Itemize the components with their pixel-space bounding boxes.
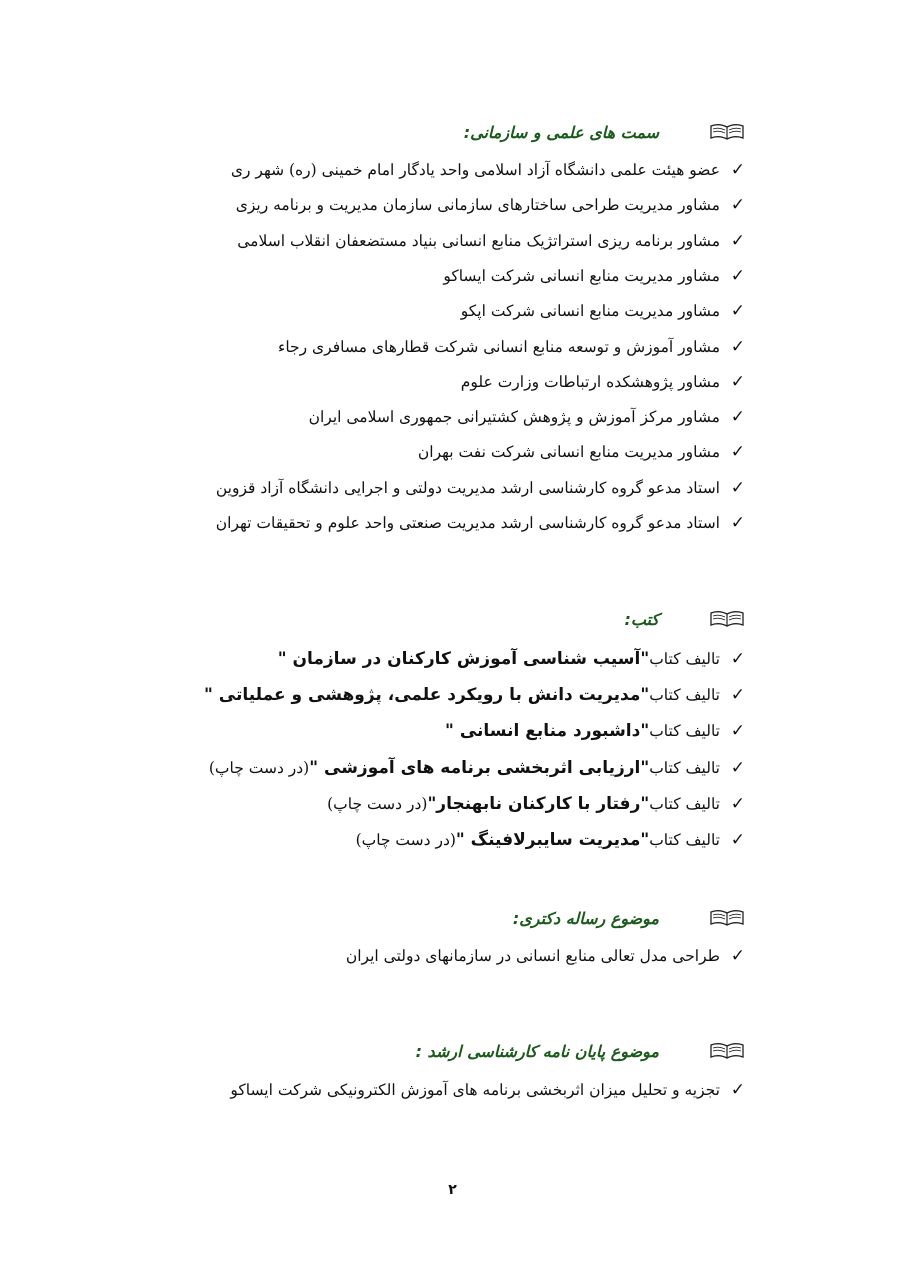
book-title: "مدیریت دانش با رویکرد علمی، پژوهشی و عملیاتی "	[203, 685, 650, 706]
book-title: "مدیریت سایبرلافینگ "	[455, 830, 650, 850]
book-title: "داشبورد منابع انسانی "	[445, 721, 650, 742]
list-item	[45, 191, 745, 219]
list-item	[45, 474, 745, 502]
heading-text: موضوع پایان نامه کارشناسی ارشد :	[415, 1042, 659, 1061]
list-item-text: مشاور پژوهشکده ارتباطات وزارت علوم	[460, 372, 720, 391]
book-title: "آسیب شناسی آموزش کارکنان در سازمان "	[277, 649, 650, 669]
section-heading-masters	[345, 1040, 745, 1064]
list-item	[45, 227, 745, 255]
book-status: (در دست چاپ)	[327, 794, 428, 813]
list-item	[45, 717, 745, 745]
list-item	[45, 645, 745, 673]
list-item-text: عضو هیئت علمی دانشگاه آزاد اسلامی واحد یادگار امام خمینی (ره) شهر ری	[230, 161, 720, 179]
book-entry	[445, 717, 720, 745]
book-prefix: تالیف کتاب	[649, 650, 720, 668]
checkmark-icon: ✓	[730, 649, 745, 669]
book-title: "ارزیابی اثربخشی برنامه های آموزشی "	[309, 757, 650, 778]
list-item	[45, 509, 745, 537]
checkmark-icon: ✓	[730, 757, 745, 778]
checkmark-icon: ✓	[730, 336, 745, 357]
list-item	[45, 368, 745, 396]
checkmark-icon: ✓	[730, 793, 745, 814]
section-heading-positions	[445, 121, 745, 145]
checkmark-icon: ✓	[730, 685, 745, 706]
checkmark-icon: ✓	[730, 946, 745, 966]
page-number: ۲	[448, 1182, 457, 1198]
list-item-text: مشاور مرکز آموزش و پژوهش کشتیرانی جمهوری اسلامی ایران	[308, 408, 720, 427]
checkmark-icon: ✓	[730, 407, 745, 428]
checkmark-icon: ✓	[730, 830, 745, 850]
open-book-icon	[709, 1042, 745, 1060]
list-item-text: مشاور مدیریت طراحی ساختارهای سازمانی سازمان مدیریت و برنامه ریزی	[235, 196, 720, 215]
book-entry	[204, 681, 720, 709]
book-entry	[278, 645, 720, 673]
section-heading-books	[445, 608, 745, 632]
book-status: (در دست چاپ)	[355, 831, 456, 849]
list-item	[45, 681, 745, 709]
checkmark-icon: ✓	[730, 371, 745, 392]
list-item-text: مشاور آموزش و توسعه منابع انسانی شرکت قطارهای مسافری رجاء	[278, 337, 720, 356]
list-item	[45, 156, 745, 184]
checkmark-icon: ✓	[730, 160, 745, 180]
list-item-text: مشاور مدیریت منابع انسانی شرکت ایساکو	[443, 266, 720, 285]
list-item-text: مشاور برنامه ریزی استراتژیک منابع انسانی بنیاد مستضعفان انقلاب اسلامی	[237, 231, 720, 250]
open-book-icon	[709, 610, 745, 628]
book-status: (در دست چاپ)	[208, 758, 310, 777]
book-prefix: تالیف کتاب	[649, 686, 720, 705]
book-entry	[209, 754, 720, 782]
book-prefix: تالیف کتاب	[649, 831, 720, 849]
list-item-text: مشاور مدیریت منابع انسانی شرکت نفت بهران	[417, 443, 720, 462]
book-prefix: تالیف کتاب	[649, 758, 720, 777]
list-item	[45, 942, 745, 970]
list-item	[45, 333, 745, 361]
list-item-text: طراحی مدل تعالی منابع انسانی در سازمانهای دولتی ایران	[345, 947, 720, 965]
heading-text: سمت های علمی و سازمانی:	[463, 123, 659, 142]
list-item	[45, 438, 745, 466]
list-item	[45, 826, 745, 854]
checkmark-icon: ✓	[730, 513, 745, 533]
checkmark-icon: ✓	[730, 301, 745, 322]
open-book-icon	[709, 123, 745, 141]
section-heading-phd	[445, 907, 745, 931]
list-item	[45, 262, 745, 290]
list-item	[45, 1076, 745, 1104]
list-item	[45, 790, 745, 818]
checkmark-icon: ✓	[730, 721, 745, 742]
checkmark-icon: ✓	[730, 477, 745, 498]
list-item-text: تجزیه و تحلیل میزان اثربخشی برنامه های آموزش الکترونیکی شرکت ایساکو	[230, 1081, 720, 1099]
open-book-icon	[709, 909, 745, 927]
book-entry	[356, 826, 720, 854]
list-item	[45, 297, 745, 325]
list-item-text: مشاور مدیریت منابع انسانی شرکت اپکو	[460, 302, 720, 321]
checkmark-icon: ✓	[730, 442, 745, 463]
checkmark-icon: ✓	[730, 265, 745, 286]
heading-text: کتب:	[624, 610, 659, 629]
checkmark-icon: ✓	[730, 1080, 745, 1100]
list-item-text: استاد مدعو گروه کارشناسی ارشد مدیریت دولتی و اجرایی دانشگاه آزاد قزوین	[215, 478, 720, 497]
heading-text: موضوع رساله دکتری:	[512, 909, 659, 928]
list-item-text: استاد مدعو گروه کارشناسی ارشد مدیریت صنعتی واحد علوم و تحقیقات تهران	[215, 514, 720, 532]
checkmark-icon: ✓	[730, 195, 745, 216]
book-title: "رفتار با کارکنان نابهنجار"	[427, 793, 650, 814]
list-item	[45, 754, 745, 782]
book-entry	[327, 790, 720, 818]
book-prefix: تالیف کتاب	[649, 794, 720, 813]
book-prefix: تالیف کتاب	[649, 722, 720, 741]
checkmark-icon: ✓	[730, 230, 745, 251]
list-item	[45, 403, 745, 431]
